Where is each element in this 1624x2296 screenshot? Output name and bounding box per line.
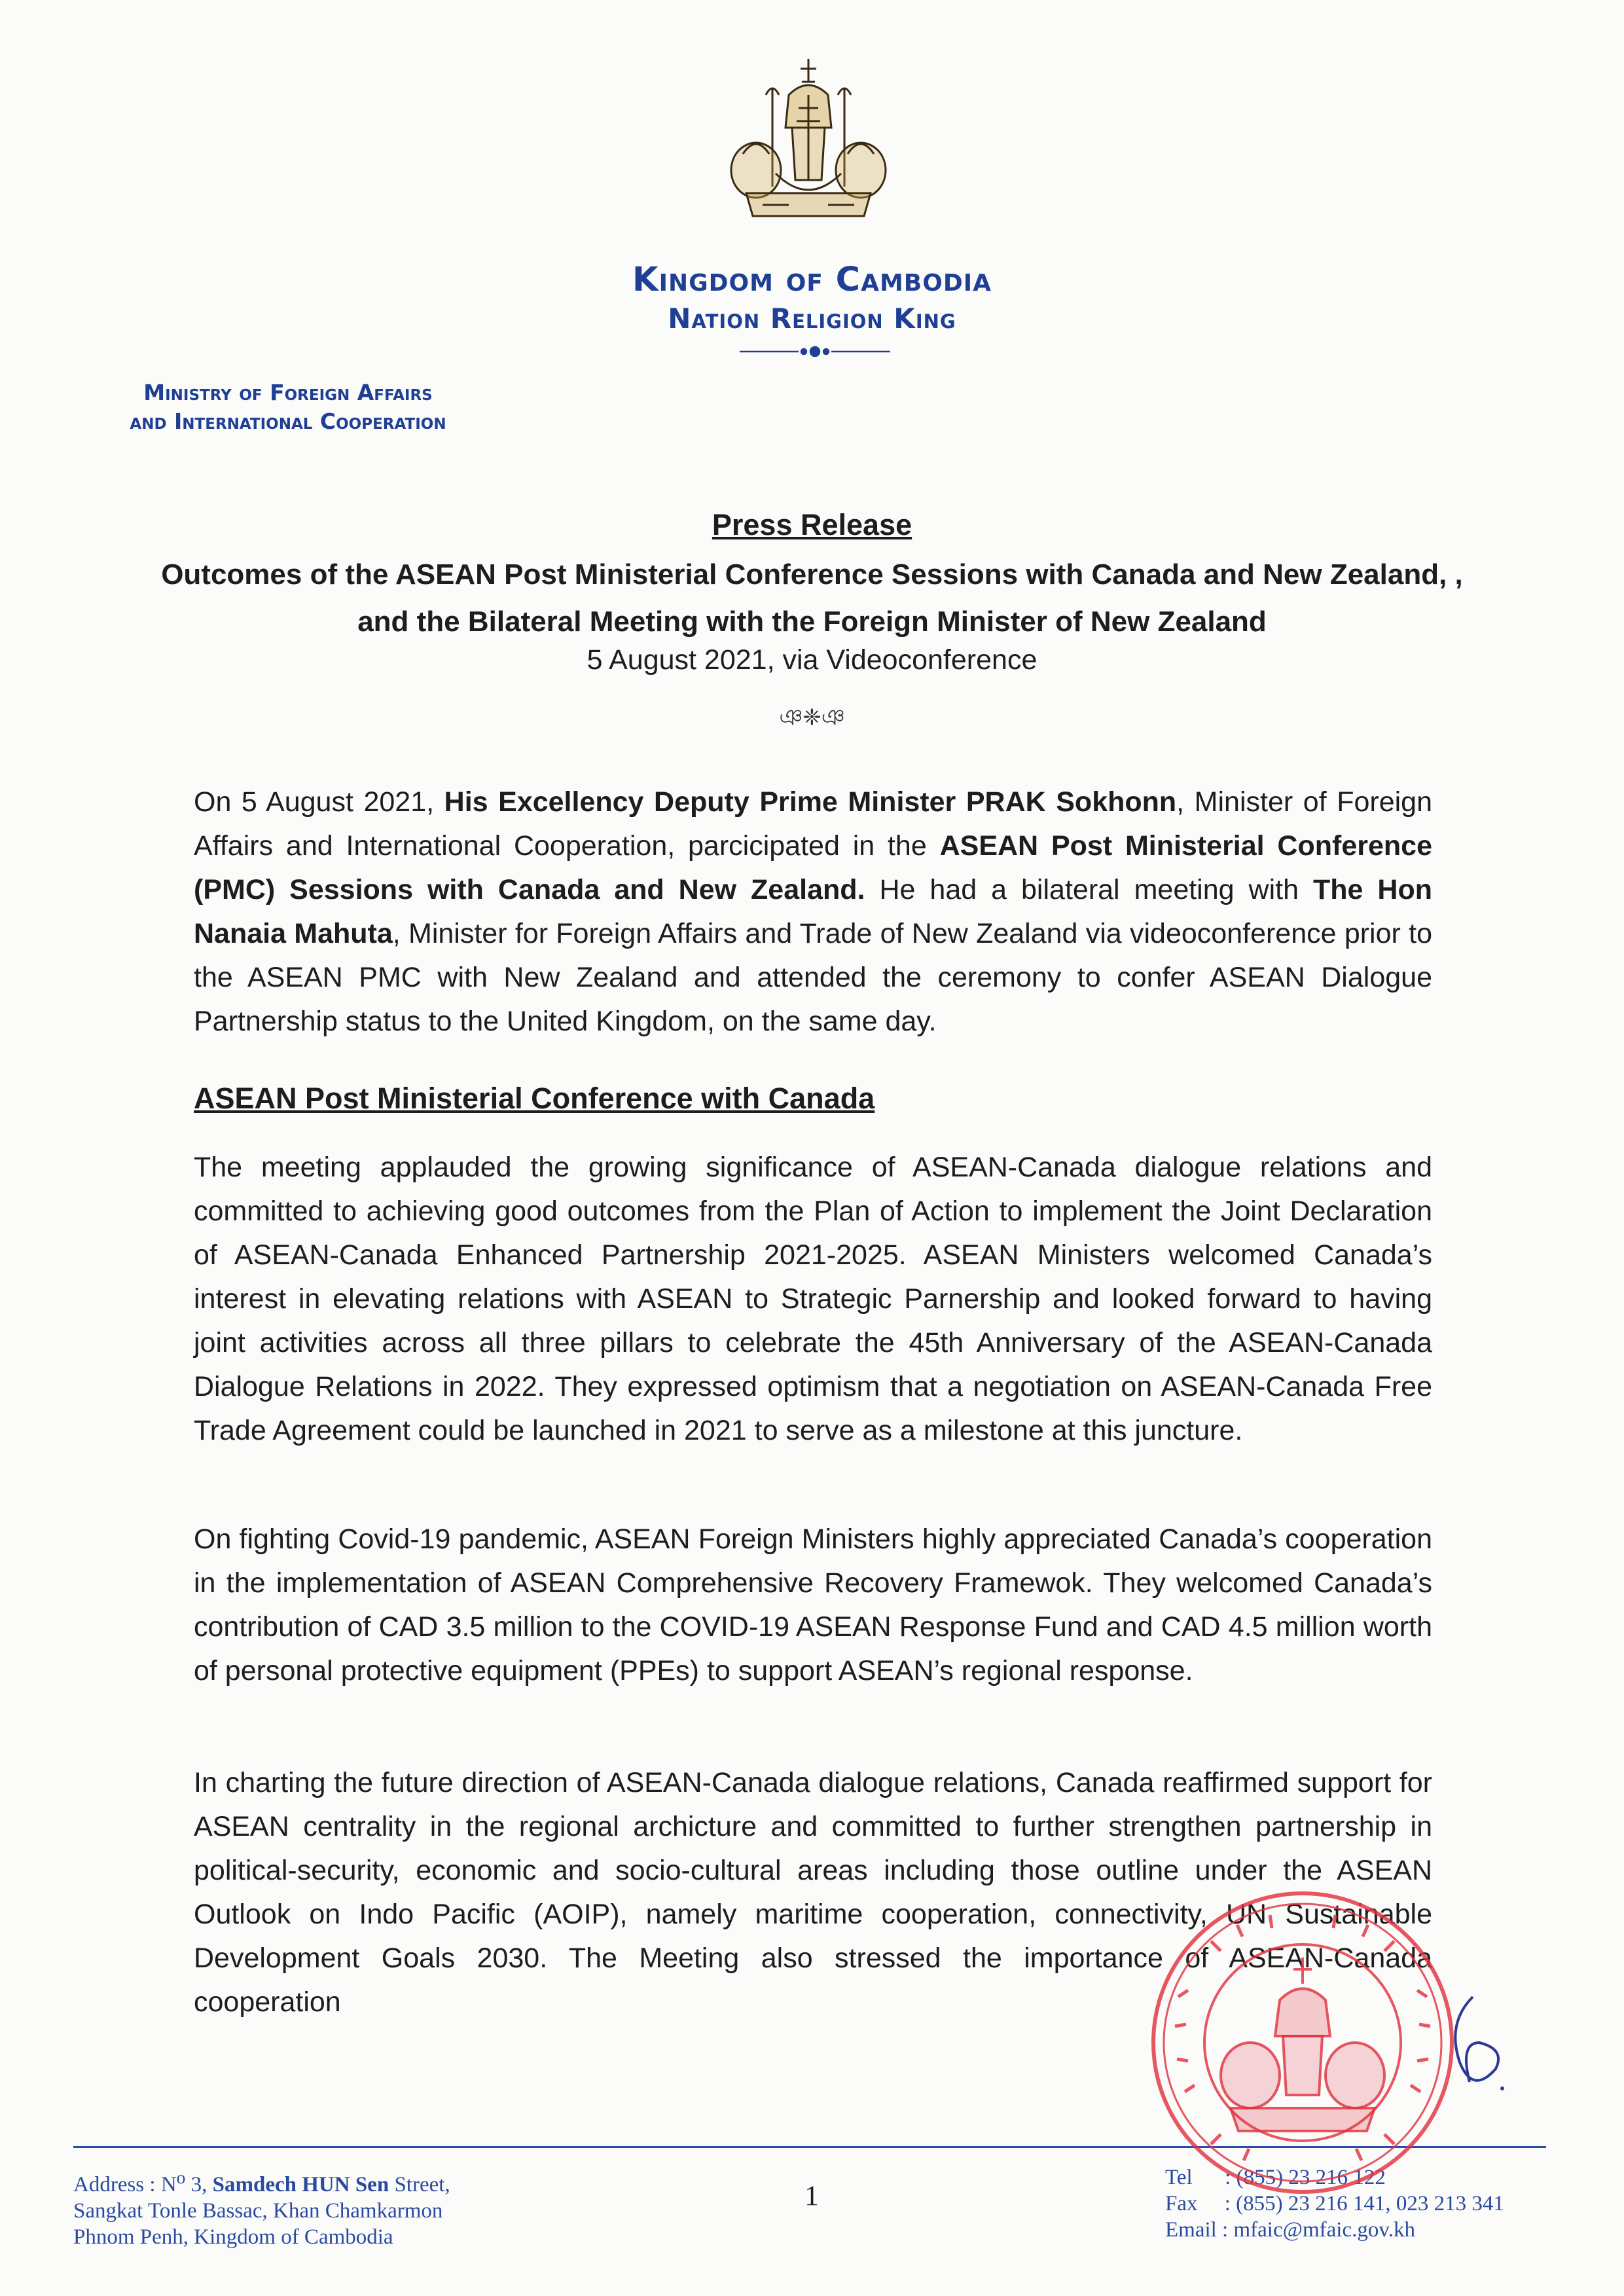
address-sup: o: [176, 2167, 186, 2187]
intro-text-1: On 5 August 2021,: [194, 786, 444, 818]
intro-bold-2: ASEAN Post Ministerial Conference (PMC) Sessions with Canada and New Zealand.: [194, 830, 1432, 905]
intro-bold-1: His Excellency Deputy Prime Minister PRAK Sokhonn: [444, 786, 1177, 818]
section-heading: ASEAN Post Ministerial Conference with Canada: [194, 1082, 875, 1115]
body-paragraph: In charting the future direction of ASEAN-Canada dialogue relations, Canada reaffirmed support for ASEAN centrality in the regional archicture and committed to further strengthen partnership in political-security, economic and socio-cultural areas including those outline under the ASEAN Outlook on Indo Pacific (AOIP), namely maritime cooperation, connectivity, UN Sustainable Development Goals 2030. The Meeting also stressed the importance of ASEAN-Canada cooperation: [194, 1767, 1432, 2018]
intro-text-3: He had a bilateral meeting with: [865, 874, 1313, 905]
body-paragraph: On fighting Covid-19 pandemic, ASEAN Foreign Ministers highly appreciated Canada’s cooperation in the implementation of ASEAN Comprehensive Recovery Framewok. They welcomed Canada’s contribution of CAD 3.5 million to the COVID-19 ASEAN Response Fund and CAD 4.5 million worth of personal protective equipment (PPEs) to support ASEAN’s regional response.: [194, 1523, 1432, 1686]
contact-email[interactable]: Email : mfaic@mfaic.gov.kh: [1165, 2218, 1415, 2242]
ministry-line-2: and International Cooperation: [130, 409, 446, 434]
contact-tel: Tel : (855) 23 216 122: [1165, 2166, 1386, 2189]
press-release-label: Press Release: [712, 508, 912, 541]
address-street-name: Samdech HUN Sen: [212, 2173, 389, 2196]
footer-address: [73, 2164, 450, 2250]
ministry-seal-stamp-icon: [1139, 1886, 1466, 2200]
address-prefix: Address : N: [73, 2173, 177, 2196]
ministry-line-1: Ministry of Foreign Affairs: [143, 380, 433, 405]
headline-line-2: and the Bilateral Meeting with the Foreign Minister of New Zealand: [357, 606, 1267, 638]
body-paragraph: The meeting applauded the growing significance of ASEAN-Canada dialogue relations and committed to achieving good outcomes from the Plan of Action to implement the Joint Declaration of ASEAN-Canada Enhanced Partnership 2021-2025. ASEAN Ministers welcomed Canada’s interest in elevating relations with ASEAN to Strategic Parnership and looked forward to having joint activities across all three pillars to celebrate the 45th Anniversary of the ASEAN-Canada Dialogue Relations in 2022. They expressed optimism that a negotiation on ASEAN-Canada Free Trade Agreement could be launched in 2021 to serve as a milestone at this juncture.: [194, 1152, 1432, 1446]
kingdom-title: Kingdom of Cambodia: [632, 261, 992, 299]
headline-line-1: Outcomes of the ASEAN Post Ministerial Conference Sessions with Canada and New Zealand, ,: [161, 558, 1463, 591]
address-number: 3,: [185, 2173, 213, 2196]
fleuron-ornament: ঞ❈ঞ: [779, 704, 845, 731]
dateline: 5 August 2021, via Videoconference: [586, 644, 1038, 676]
signature-initial-icon: [1434, 1990, 1512, 2102]
address-line-2: Sangkat Tonle Bassac, Khan Chamkarmon: [73, 2199, 443, 2223]
contact-fax: Fax : (855) 23 216 141, 023 213 341: [1165, 2192, 1504, 2215]
page-number: 1: [804, 2181, 819, 2212]
intro-paragraph: [194, 780, 1432, 1044]
intro-bold-3: The Hon Nanaia Mahuta: [194, 874, 1432, 949]
ornament-divider-icon: [736, 342, 893, 361]
royal-emblem-icon: [710, 56, 907, 239]
address-line-3: Phnom Penh, Kingdom of Cambodia: [73, 2225, 393, 2249]
intro-text-4: , Minister for Foreign Affairs and Trade of New Zealand via videoconference prior to the ASEAN PMC with New Zealand and attended the ceremony to confer ASEAN Dialogue Partnership status to the United Kingdom, on the same day.: [194, 918, 1432, 1037]
address-suffix: Street,: [389, 2173, 450, 2196]
national-motto: Nation Religion King: [668, 302, 956, 335]
intro-text-2: , Minister of Foreign Affairs and International Cooperation, parcicipated in the: [194, 786, 1432, 862]
ministry-name: [59, 378, 517, 436]
address-line-1: [73, 2164, 450, 2198]
release-headline: [131, 551, 1493, 646]
